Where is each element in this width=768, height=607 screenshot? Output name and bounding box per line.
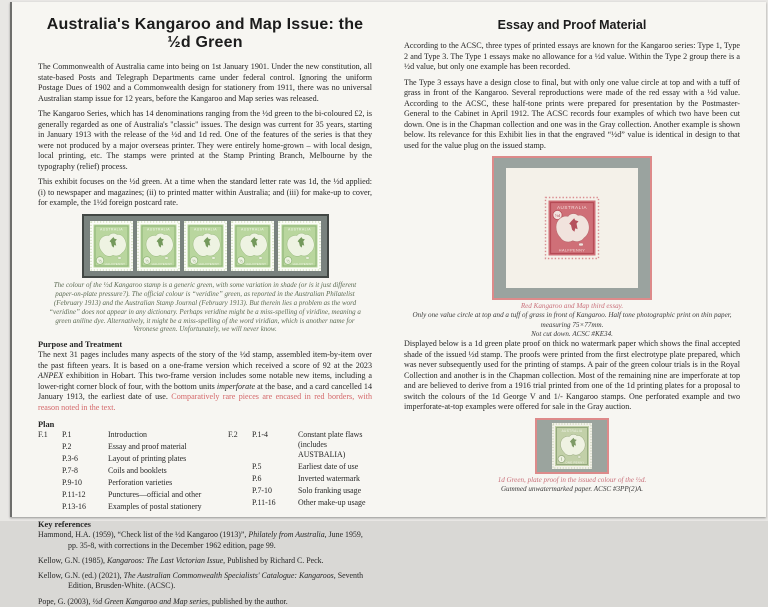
svg-text:1: 1 (560, 456, 563, 462)
strip-caption: The colour of the ½d Kangaroo stamp is a generic green, with some variation in shade (or is it just different paper-on-plate pressure?). The official colour is “veridine” green, as reported in the Australian Philatelist (February 1913) and the Australian Stamp Journal (February 1913). But therein lies a problem as the word “veridine” does not appear in any dictionary. Perhaps veridine might be a miss-spelling of viridine, meaning a green aniline dye. Alternatively, it might be a miss-spelling of the word viridian, which is another name for Veronese green. Unfortunately, we will never know. (49, 280, 361, 334)
halfpenny-green-stamp (184, 221, 227, 271)
svg-text:ONE PENNY: ONE PENNY (565, 460, 585, 465)
stamp-strip-figure (82, 214, 329, 278)
paragraph: This exhibit focuses on the ½d green. At a time when the standard letter rate was 1d, the ½d applied: (i) to newspaper and magazines; (ii) to printed matter within Australia; and (iii) for make-up to cover, for example, the 1½d foreign postcard rate. (38, 177, 372, 208)
album-sheet (10, 2, 766, 606)
tasmania (211, 257, 215, 259)
plan-row: P.5 Earliest date of use (252, 461, 359, 471)
references-heading: Key references (38, 520, 91, 530)
plan-row: P.2 Essay and proof material (62, 441, 187, 451)
red-essay-figure (492, 156, 652, 300)
reference-item: Kellow, G.N. (1985), Kangaroos: The Last Victorian Issue, Published by Richard C. Peck. (38, 555, 324, 565)
essay-paper (506, 168, 638, 288)
halfpenny-green-stamp (137, 221, 180, 271)
page-right (384, 2, 766, 517)
halfpenny-green-stamp (278, 221, 321, 271)
svg-text:HALFPENNY: HALFPENNY (198, 261, 219, 266)
svg-text:AUSTRALIA: AUSTRALIA (146, 227, 170, 232)
svg-text:HALFPENNY: HALFPENNY (104, 261, 125, 266)
plan-row: F.2 P.1-4 Constant plate flaws (includes AUSTBALIA) (228, 429, 363, 459)
intro-paragraphs (38, 62, 372, 209)
svg-text:½d: ½d (554, 213, 561, 219)
green-proof-stamp (552, 423, 592, 469)
svg-text:½: ½ (238, 258, 243, 264)
tasmania (305, 257, 309, 259)
tasmania (117, 257, 121, 259)
page-left (12, 2, 384, 606)
plan-heading: Plan (38, 419, 55, 429)
svg-text:½: ½ (285, 258, 290, 264)
red-essay-stamp (544, 196, 600, 260)
tasmania (579, 243, 584, 246)
tasmania (578, 456, 582, 458)
halfpenny-green-stamp (231, 221, 274, 271)
plan-row: P.11-12 Punctures—official and other (62, 490, 202, 500)
svg-text:½: ½ (191, 258, 196, 264)
svg-text:HALFPENNY: HALFPENNY (292, 261, 313, 266)
page-title-right: Essay and Proof Material (497, 18, 647, 32)
svg-text:AUSTRALIA: AUSTRALIA (99, 227, 123, 232)
red-essay-caption-line1: Only one value circle at top and a tuff of grass in front of Kangaroo. Half tone photographic print on thin paper, measuring 75×77mm. (412, 311, 732, 329)
plan-row: P.3-6 Layout of printing plates (62, 453, 187, 463)
plan-column-1 (38, 430, 228, 515)
tasmania (164, 257, 168, 259)
reference-item: Kellow, G.N. (ed.) (2021), The Australian Commonwealth Specialists' Catalogue: Kangaroos, Seventh Edition, Brusden-White. (ACSC). (38, 571, 364, 591)
paragraph: The Commonwealth of Australia came into being on 1st January 1901. Under the new constitution, all state-based Posts and Telegraph Departments came under federal control. Ignoring the uniform Postage Dues of 1902 and a Commonwealth design for stationery from 1911, there was no universal Australian stamp issue for 12 years, before the Kangaroo and Map series was released. (38, 62, 372, 103)
essay-paragraph-1: According to the ACSC, three types of printed essays are known for the Kangaroo series: Type 1, Type 2 and Type 3. The Type 1 essays make no allowance for a ½d value. Within the Type 2 group there is a ½d value, but only one example has been recorded. (404, 41, 740, 72)
halfpenny-green-stamp (90, 221, 133, 271)
reference-item: Pope, G. (2003), ½d Green Kangaroo and Map series, published by the author. (38, 596, 288, 606)
svg-text:AUSTRALIA: AUSTRALIA (240, 227, 264, 232)
plan-row: P.9-10 Perforation varieties (62, 477, 173, 487)
green-proof-caption-title: 1d Green, plate proof in the issued colour of the ½d. (497, 475, 647, 484)
page-title-left: Australia's Kangaroo and Map Issue: the ½d Green (46, 16, 364, 51)
plan-row: P.7-10 Solo franking usage (252, 486, 362, 496)
svg-text:HALFPENNY: HALFPENNY (558, 248, 586, 253)
svg-text:½: ½ (144, 258, 149, 264)
essay-paragraph-2: The Type 3 essays have a design close to final, but with only one value circle at top and with a tuff of grass in front of the Kangaroo. Several reproductions were made of the red essay with a ½d value. According to the ACSC, these half-tone prints were prepared for presentation by the Postmaster-General to the Cabinet in April 1912. The ACSC records four examples of which two have been cut down. One is in the Chapman collection and one was in the Gray collection. Another example is shown below. Its relevance for this Exhibit lies in that the engraved “½d” value is identical in design to that used for the value plug on the issued stamp. (404, 77, 740, 150)
proof-paragraph: Displayed below is a 1d green plate proof on thick no watermark paper which shows the final accepted shade of the issued ½d stamp. The proofs were printed from the first electrotype plate prepared, which was never subsequently used for the printing of stamps. A pair of the green colour trials is in the Royal Collection and another is in the Chapman collection. Most of the remaining nine are imperforate at top and are believed to derive from a 1916 trial printed from one of the 1d printing plates for a proposal to switch the colours of the 1d George V and 1/- Kangaroo stamps. One perforated example and two imperforate-at-top examples were offered for sale in the Gray auction. (404, 339, 740, 412)
plan-row: P.13-16 Examples of postal stationery (62, 502, 202, 512)
reference-item: Hammond, H.A. (1959), “Check list of the ½d Kangaroo (1913)”, Philately from Australia, June 1959, pp. 35-8, with corrections in the December 1962 edition, page 99. (38, 530, 363, 550)
tasmania (258, 257, 262, 259)
svg-text:AUSTRALIA: AUSTRALIA (561, 428, 583, 433)
svg-text:AUSTRALIA: AUSTRALIA (556, 205, 588, 211)
purpose-heading: Purpose and Treatment (38, 340, 123, 350)
red-essay-caption-title: Red Kangaroo and Map third essay. (520, 302, 624, 311)
svg-text:AUSTRALIA: AUSTRALIA (193, 227, 217, 232)
plan-table (38, 430, 372, 515)
plan-row: P.6 Inverted watermark (252, 473, 360, 483)
plan-column-2 (228, 430, 372, 515)
purpose-paragraph: The next 31 pages includes many aspects of the story of the ½d stamp, assembled item-by-item over the past fifteen years. It is based on a one-frame version which received a score of 92 at the 2023 ANPEX exhibition in Hobart. This two-frame version includes some notable new items, including a lower-right corner block of four, with the bottom units imperforate at the base, and a card cancelled 14 January 1913, the earliest date of use. Comparatively rare pieces are encased in red borders, with reason noted in the text. (38, 350, 372, 412)
svg-text:HALFPENNY: HALFPENNY (245, 261, 266, 266)
references-list (38, 530, 372, 607)
svg-text:HALFPENNY: HALFPENNY (151, 261, 172, 266)
svg-text:½: ½ (97, 258, 102, 264)
plan-row: P.7-8 Coils and booklets (62, 465, 167, 475)
svg-text:AUSTRALIA: AUSTRALIA (287, 227, 311, 232)
plan-row: F.1 P.1 Introduction (38, 429, 148, 439)
green-proof-caption-line: Gummed unwatermarked paper. ACSC #3PP(2)A. (500, 484, 644, 493)
paragraph: The Kangaroo Series, which has 14 denominations ranging from the ½d green to the bi-coloured £2, is generally regarded as one of Australia's "classic" issues. The design was current for 35 years, starting in January 1913 with the release of the ½d and 1d red. One of the features of the series is that they were not produced by a major overseas printer. They were entirely home-grown – with local design, local printing, etc. The stamps were printed at the Stamp Printing Branch, Melbourne by the typography (relief) process. (38, 109, 372, 171)
green-proof-figure (535, 418, 609, 474)
red-essay-caption-line2: Not cut down. ACSC #KE34. (531, 329, 613, 338)
plan-row: P.11-16 Other make-up usage (252, 498, 366, 508)
